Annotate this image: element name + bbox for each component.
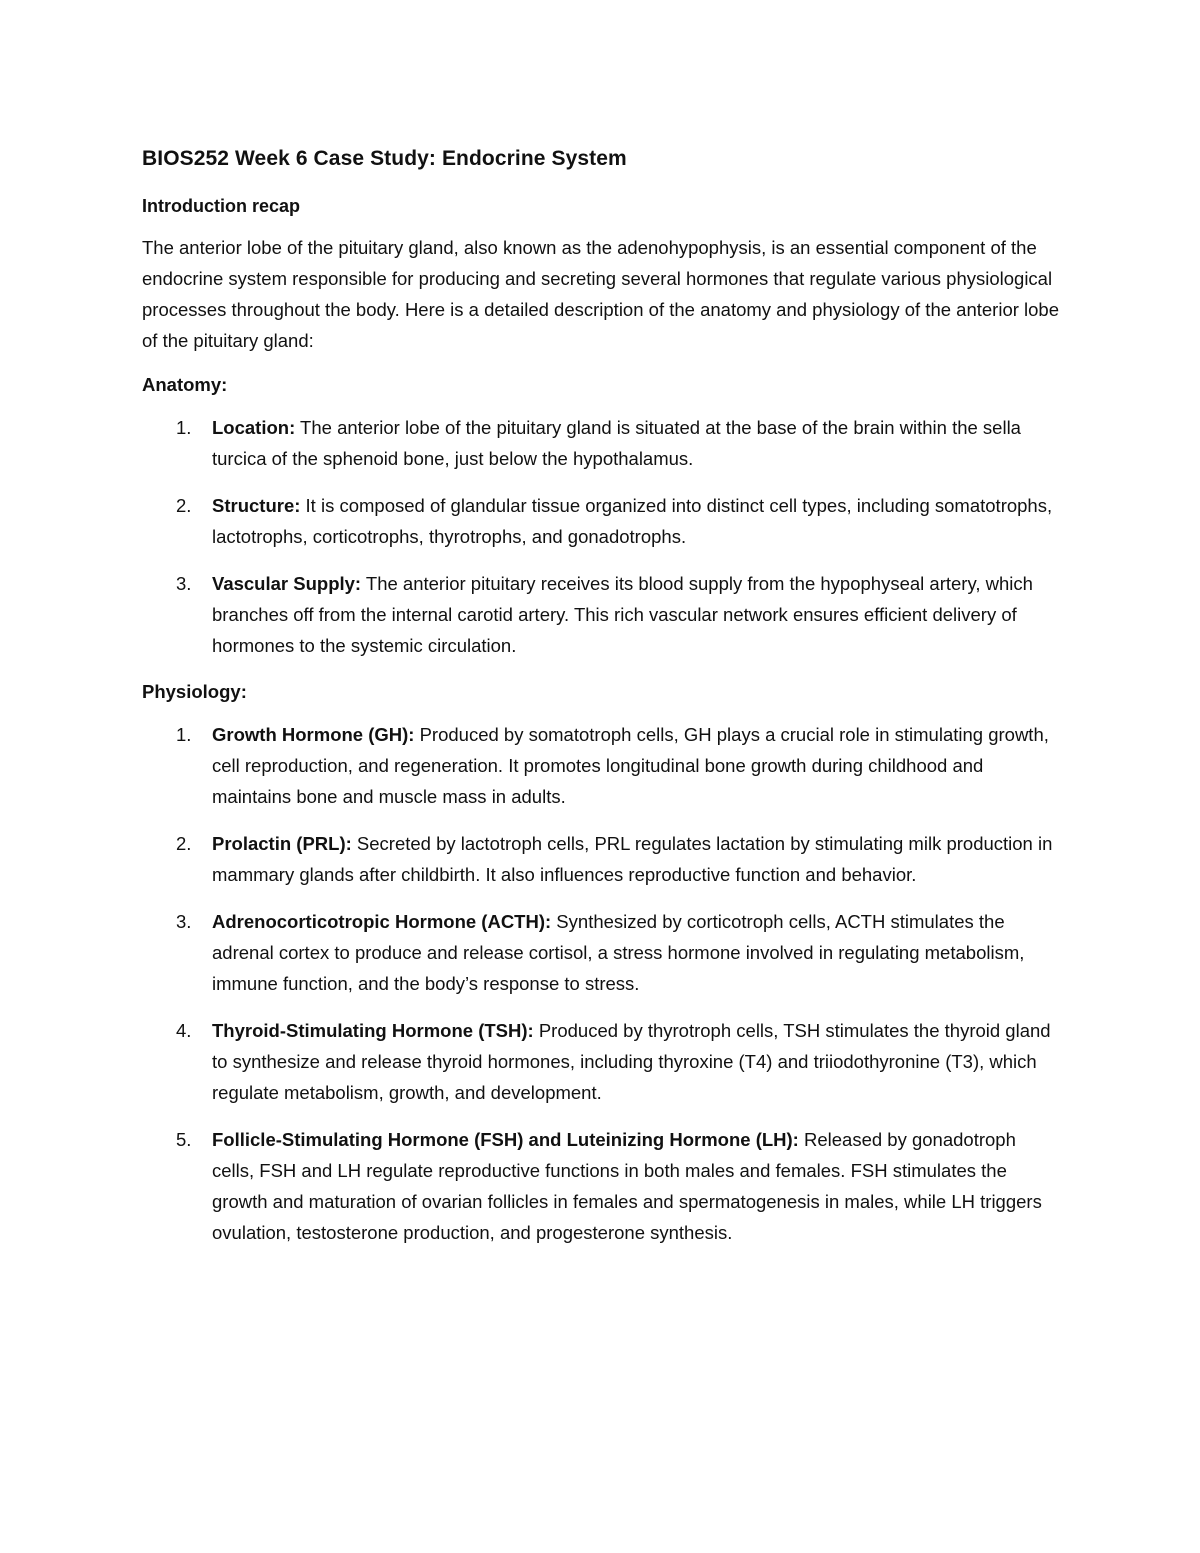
list-item — [142, 828, 1062, 890]
list-item — [142, 568, 1062, 661]
physiology-list — [142, 719, 1062, 1248]
physiology-heading: Physiology: — [142, 681, 247, 702]
list-number: 5. — [176, 1129, 192, 1150]
list-term: Adrenocorticotropic Hormone (ACTH): — [212, 911, 552, 932]
list-text: Synthesized by corticotroph cells, ACTH stimulates the adrenal cortex to produce and release cortisol, a stress hormone involved in regulating metabolism, immune function, and the body’s response to stress. — [212, 911, 1025, 994]
list-item — [142, 490, 1062, 552]
list-text: The anterior lobe of the pituitary gland is situated at the base of the brain within the sella turcica of the sphenoid bone, just below the hypothalamus. — [212, 417, 1021, 469]
list-number: 4. — [176, 1020, 192, 1041]
list-number: 1. — [176, 417, 192, 438]
list-text: The anterior pituitary receives its blood supply from the hypophyseal artery, which branches off from the internal carotid artery. This rich vascular network ensures efficient delivery of hormones to the systemic circulation. — [212, 573, 1033, 656]
list-text: It is composed of glandular tissue organized into distinct cell types, including somatotrophs, lactotrophs, corticotrophs, thyrotrophs, and gonadotrophs. — [212, 495, 1053, 547]
list-item — [142, 906, 1062, 999]
list-term: Thyroid-Stimulating Hormone (TSH): — [212, 1020, 534, 1041]
list-item — [142, 412, 1062, 474]
list-text: Produced by somatotroph cells, GH plays a crucial role in stimulating growth, cell reproduction, and regeneration. It promotes longitudinal bone growth during childhood and maintains bone and muscle mass in adults. — [212, 724, 1049, 807]
list-term: Vascular Supply: — [212, 573, 362, 594]
list-number: 2. — [176, 833, 192, 854]
list-number: 3. — [176, 911, 192, 932]
list-text: Produced by thyrotroph cells, TSH stimulates the thyroid gland to synthesize and release thyroid hormones, including thyroxine (T4) and triiodothyronine (T3), which regulate metabolism, growth, and development. — [212, 1020, 1051, 1103]
document-title: BIOS252 Week 6 Case Study: Endocrine System — [142, 147, 627, 170]
list-number: 3. — [176, 573, 192, 594]
list-number: 1. — [176, 724, 192, 745]
list-term: Follicle-Stimulating Hormone (FSH) and Luteinizing Hormone (LH): — [212, 1129, 799, 1150]
list-term: Growth Hormone (GH): — [212, 724, 415, 745]
anatomy-heading: Anatomy: — [142, 374, 228, 395]
list-term: Structure: — [212, 495, 301, 516]
list-text: Released by gonadotroph cells, FSH and LH regulate reproductive functions in both males and females. FSH stimulates the growth and maturation of ovarian follicles in females and spermatogenesis in males, while LH triggers ovulation, testosterone production, and progesterone synthesis. — [212, 1129, 1042, 1243]
list-text: Secreted by lactotroph cells, PRL regulates lactation by stimulating milk production in mammary glands after childbirth. It also influences reproductive function and behavior. — [212, 833, 1053, 885]
list-term: Prolactin (PRL): — [212, 833, 352, 854]
intro-paragraph: The anterior lobe of the pituitary gland, also known as the adenohypophysis, is an essential component of the endocrine system responsible for producing and secreting several hormones that regulate various physiological processes throughout the body. Here is a detailed description of the anatomy and physiology of the anterior lobe of the pituitary gland: — [142, 237, 1060, 351]
list-item — [142, 1124, 1062, 1248]
intro-heading: Introduction recap — [142, 196, 301, 216]
list-item — [142, 719, 1062, 812]
list-term: Location: — [212, 417, 296, 438]
anatomy-list — [142, 412, 1062, 661]
document-page — [142, 142, 1062, 1264]
list-item — [142, 1015, 1062, 1108]
list-number: 2. — [176, 495, 192, 516]
